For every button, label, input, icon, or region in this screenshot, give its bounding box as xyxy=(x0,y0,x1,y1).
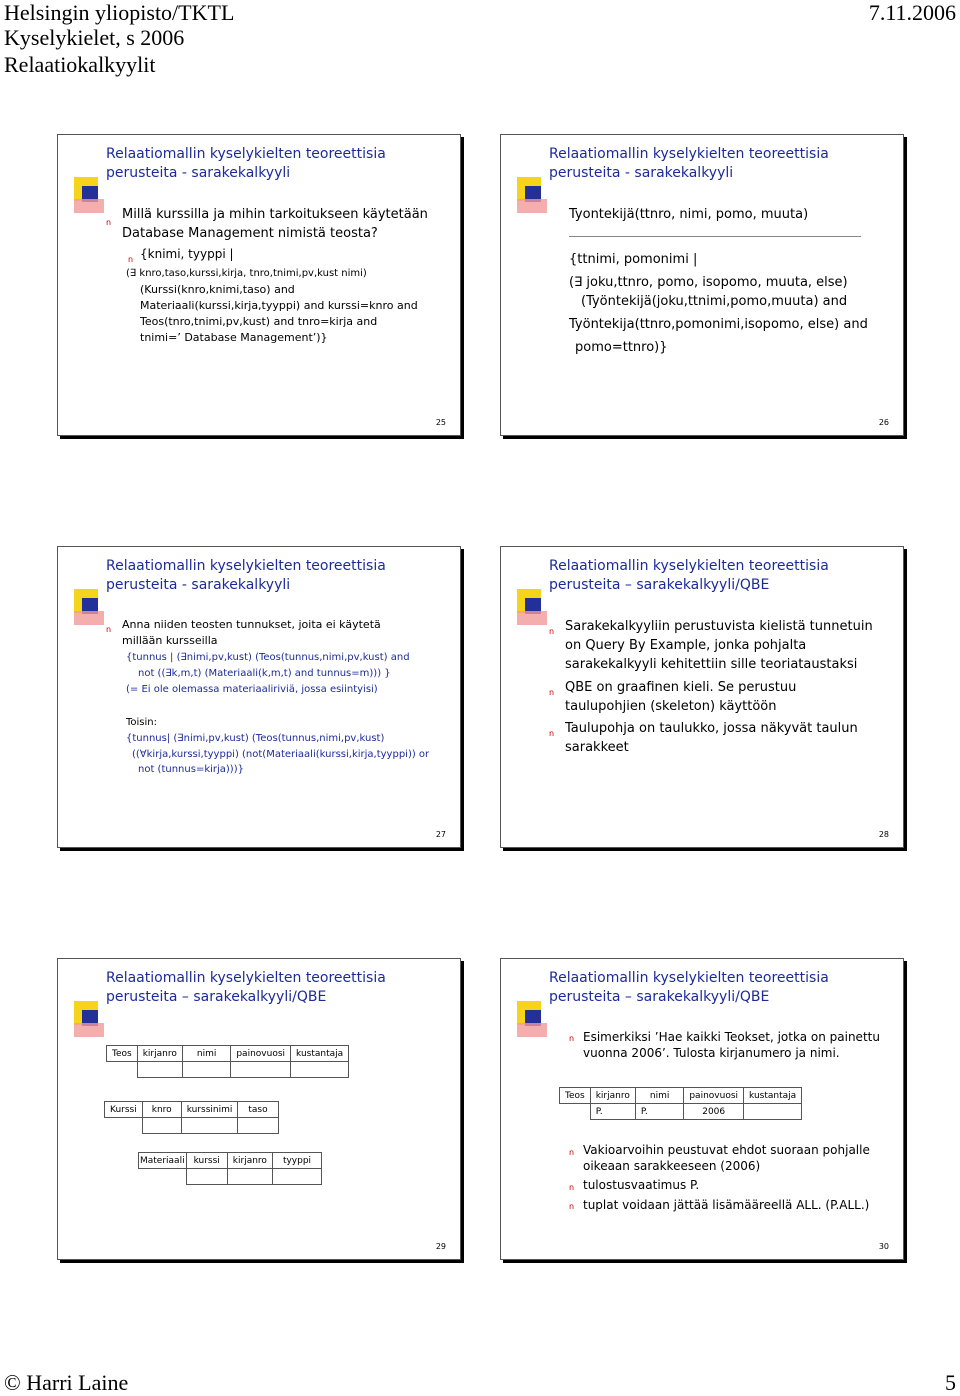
slide-logo xyxy=(517,1001,553,1041)
slide-text: tulostusvaatimus P. xyxy=(583,1178,700,1192)
page-number: 27 xyxy=(435,830,446,839)
header-line1: Helsingin yliopisto/TKTL xyxy=(4,0,235,25)
table-cell xyxy=(181,1118,238,1134)
table-header-cell: tyyppi xyxy=(272,1153,321,1169)
bullet-icon: n xyxy=(128,255,134,264)
page-number: 26 xyxy=(878,418,889,427)
slide-text: Toisin: xyxy=(126,717,158,728)
qbe-table-example xyxy=(559,1087,802,1120)
slide-title: Relaatiomallin kyselykielten teoreettisia perusteita – sarakekalkyyli/QBE xyxy=(549,970,829,1005)
bullet-icon: n xyxy=(106,218,112,227)
bullet-icon: n xyxy=(569,1034,575,1043)
slide-text: (Kurssi(knro,knimi,taso) and xyxy=(140,283,295,296)
table-cell xyxy=(227,1169,272,1185)
bullet-icon: n xyxy=(569,1148,575,1157)
table-cell xyxy=(186,1169,227,1185)
slide-text: taulupohjien (skeleton) käyttöön xyxy=(565,699,777,714)
qbe-table-materiaali xyxy=(138,1152,322,1185)
slide-title: Relaatiomallin kyselykielten teoreettisia perusteita - sarakekalkyyli xyxy=(549,146,829,181)
slide-text: Sarakekalkyyliin perustuvista kielistä tunnetuin xyxy=(565,619,873,634)
slide-title: Relaatiomallin kyselykielten teoreettisia perusteita – sarakekalkyyli/QBE xyxy=(549,558,829,593)
slide-26 xyxy=(500,134,904,436)
table-header-cell: nimi xyxy=(182,1046,230,1062)
slide-title: Relaatiomallin kyselykielten teoreettisia perusteita - sarakekalkyyli xyxy=(106,558,386,593)
table-header-cell: Materiaali xyxy=(139,1153,187,1169)
table-header-cell: kustantaja xyxy=(291,1046,349,1062)
table-header-cell: Teos xyxy=(107,1046,138,1062)
slide-text: {knimi, tyyppi | xyxy=(140,247,234,261)
slide-logo xyxy=(74,1001,110,1041)
slide-text: Vakioarvoihin peustuvat ehdot suoraan pohjalle xyxy=(583,1143,870,1157)
table-cell xyxy=(182,1062,230,1078)
slide-text: {tunnus | (∃nimi,pv,kust) (Teos(tunnus,nimi,pv,kust) and xyxy=(126,652,410,663)
header-line3: Relaatiokalkyylit xyxy=(4,52,156,77)
table-cell xyxy=(238,1118,278,1134)
slide-text: oikeaan sarakkeeseen (2006) xyxy=(583,1159,761,1173)
slide-text: not ((∃k,m,t) (Materiaali(k,m,t) and tunnus=m))) } xyxy=(138,668,391,679)
bullet-icon: n xyxy=(569,1202,575,1211)
slide-25 xyxy=(57,134,461,436)
table-cell xyxy=(272,1169,321,1185)
table-cell: P. xyxy=(590,1104,635,1120)
slide-text: pomo=ttnro)} xyxy=(575,340,668,355)
page-number: 25 xyxy=(435,418,446,427)
table-cell: 2006 xyxy=(684,1104,744,1120)
table-header-cell: kirjanro xyxy=(590,1088,635,1104)
slide-text: (Työntekijä(joku,ttnimi,pomo,muuta) and xyxy=(581,294,848,309)
page-number: 29 xyxy=(435,1242,446,1251)
slide-logo xyxy=(74,177,110,217)
table-header-cell: kurssi xyxy=(186,1153,227,1169)
page-number: 30 xyxy=(878,1242,889,1251)
table-header-cell: nimi xyxy=(635,1088,683,1104)
table-header-cell: kirjanro xyxy=(137,1046,182,1062)
slide-text: Tyontekijä(ttnro, nimi, pomo, muuta) xyxy=(569,207,809,222)
slide-text: Millä kurssilla ja mihin tarkoitukseen käytetään xyxy=(122,207,428,222)
slide-logo xyxy=(517,589,553,629)
slide-text: tuplat voidaan jättää lisämääreellä ALL. (P.ALL.) xyxy=(583,1198,870,1212)
table-cell xyxy=(142,1118,181,1134)
header-date: 7.11.2006 xyxy=(868,0,956,25)
table-header-cell: taso xyxy=(238,1102,278,1118)
slide-text: Teos(tnro,tnimi,pv,kust) and tnro=kirja and xyxy=(140,315,378,328)
bullet-icon: n xyxy=(569,1183,575,1192)
table-header-cell: knro xyxy=(142,1102,181,1118)
qbe-table-teos xyxy=(106,1045,349,1078)
slide-text: sarakekalkyyli kehitettiin sille teoriataustaksi xyxy=(565,657,858,672)
slide-text: tnimi=’ Database Management’)} xyxy=(140,331,328,344)
bullet-icon: n xyxy=(549,729,555,738)
table-cell xyxy=(744,1104,802,1120)
slide-29 xyxy=(57,958,461,1260)
slide-title: Relaatiomallin kyselykielten teoreettisia perusteita - sarakekalkyyli xyxy=(106,146,386,181)
slide-28 xyxy=(500,546,904,848)
bullet-icon: n xyxy=(106,625,112,634)
bullet-icon: n xyxy=(549,688,555,697)
table-header-cell: kirjanro xyxy=(227,1153,272,1169)
slide-text: millään kursseilla xyxy=(122,634,218,647)
table-cell xyxy=(291,1062,349,1078)
slide-text: Taulupohja on taulukko, jossa näkyvät taulun xyxy=(565,721,858,736)
table-header-cell: painovuosi xyxy=(231,1046,291,1062)
table-header-cell: kurssinimi xyxy=(181,1102,238,1118)
slide-text: Materiaali(kurssi,kirja,tyyppi) and kurssi=knro and xyxy=(140,299,418,312)
header-line2: Kyselykielet, s 2006 xyxy=(4,25,185,50)
slide-text: (∃ knro,taso,kurssi,kirja, tnro,tnimi,pv,kust nimi) xyxy=(126,268,367,279)
slide-text: {ttnimi, pomonimi | xyxy=(569,252,698,267)
slide-text: sarakkeet xyxy=(565,740,629,755)
slide-text: Työntekija(ttnro,pomonimi,isopomo, else) and xyxy=(569,317,868,332)
footer-page-number: 5 xyxy=(945,1370,956,1395)
table-header-cell: painovuosi xyxy=(684,1088,744,1104)
table-cell: P. xyxy=(635,1104,683,1120)
slide-text: Database Management nimistä teosta? xyxy=(122,226,378,241)
table-cell xyxy=(560,1104,591,1120)
slide-text: vuonna 2006’. Tulosta kirjanumero ja nimi. xyxy=(583,1046,840,1060)
slide-27 xyxy=(57,546,461,848)
slide-logo xyxy=(517,177,553,217)
slide-text: ((∀kirja,kurssi,tyyppi) (not(Materiaali(kurssi,kirja,tyyppi)) or xyxy=(132,749,430,760)
page-number: 28 xyxy=(878,830,889,839)
table-header-cell: kustantaja xyxy=(744,1088,802,1104)
table-header-cell: Kurssi xyxy=(105,1102,143,1118)
footer-copyright: © Harri Laine xyxy=(4,1370,129,1395)
slide-text: (∃ joku,ttnro, pomo, isopomo, muuta, else) xyxy=(569,275,848,290)
slide-text: (= Ei ole olemassa materiaaliriviä, jossa esiintyisi) xyxy=(126,684,378,695)
slide-text: {tunnus| (∃nimi,pv,kust) (Teos(tunnus,nimi,pv,kust) xyxy=(126,733,385,744)
slide-logo xyxy=(74,589,110,629)
bullet-icon: n xyxy=(549,627,555,636)
table-cell xyxy=(137,1062,182,1078)
slide-text: on Query By Example, jonka pohjalta xyxy=(565,638,807,653)
slide-title: Relaatiomallin kyselykielten teoreettisia perusteita – sarakekalkyyli/QBE xyxy=(106,970,386,1005)
slide-text: QBE on graafinen kieli. Se perustuu xyxy=(565,680,797,695)
table-cell xyxy=(231,1062,291,1078)
qbe-table-kurssi xyxy=(104,1101,279,1134)
slide-30 xyxy=(500,958,904,1260)
table-header-cell: Teos xyxy=(560,1088,591,1104)
slide-text: Esimerkiksi ’Hae kaikki Teokset, jotka on painettu xyxy=(583,1030,880,1044)
divider xyxy=(569,236,861,237)
slide-text: Anna niiden teosten tunnukset, joita ei käytetä xyxy=(122,618,381,631)
slide-text: not (tunnus=kirja)))} xyxy=(138,764,244,775)
